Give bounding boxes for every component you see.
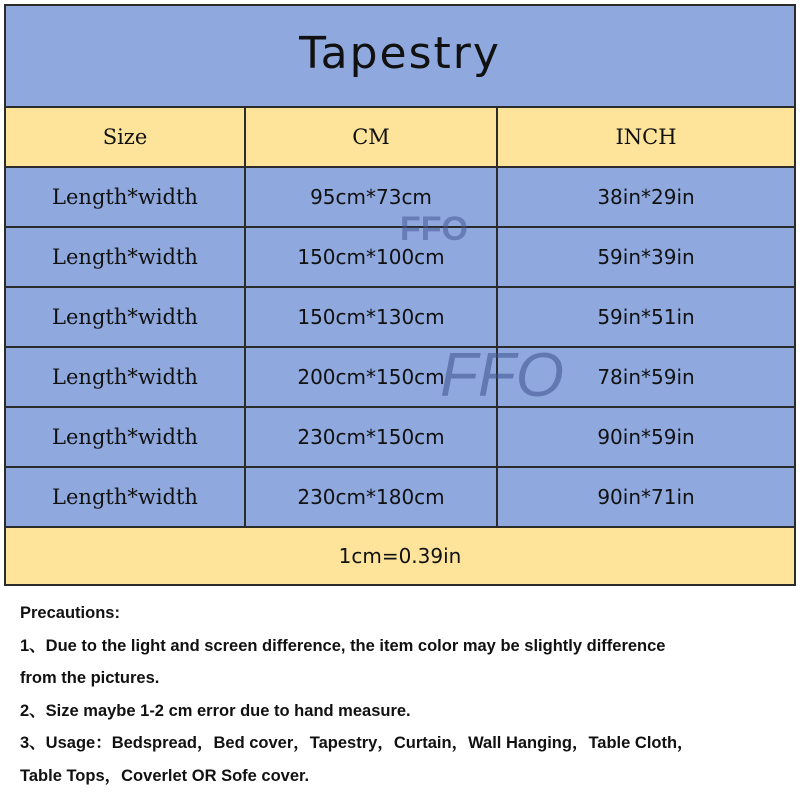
row-label: Length*width — [6, 228, 246, 286]
precautions-heading: Precautions: — [20, 604, 120, 622]
row-cm-value: 150cm*100cm — [246, 228, 498, 286]
row-inch-value: 90in*71in — [597, 485, 695, 509]
header-cm: CM — [246, 108, 498, 166]
table-row — [6, 408, 794, 468]
header-size: Size — [6, 108, 246, 166]
title-row — [6, 6, 794, 108]
row-inch-value: 59in*51in — [597, 305, 695, 329]
header-inch: INCH — [615, 125, 677, 149]
table-row — [6, 288, 794, 348]
row-label: Length*width — [6, 168, 246, 226]
conversion-row — [6, 528, 794, 584]
row-inch-value: 38in*29in — [597, 185, 695, 209]
precaution-line: 1、Due to the light and screen difference, the item color may be slightly difference — [20, 636, 666, 655]
header-row — [6, 108, 794, 168]
row-label: Length*width — [6, 348, 246, 406]
precaution-line: 3、Usage：Bedspread，Bed cover，Tapestry，Curtain，Wall Hanging，Table Cloth， — [20, 734, 694, 752]
table-row — [6, 468, 794, 528]
watermark-large: FFO — [440, 341, 564, 410]
watermark-small: FFO — [400, 210, 468, 248]
row-inch-value: 59in*39in — [597, 245, 695, 269]
row-cm-value: 230cm*180cm — [246, 468, 498, 526]
row-label: Length*width — [6, 408, 246, 466]
conversion-note: 1cm=0.39in — [338, 544, 462, 568]
table-title: Tapestry — [299, 27, 501, 79]
row-inch-value: 90in*59in — [597, 425, 695, 449]
precautions-section — [20, 597, 790, 792]
table-row — [6, 348, 794, 408]
row-cm-value: 150cm*130cm — [246, 288, 498, 346]
table-row — [6, 228, 794, 288]
row-cm-value: 230cm*150cm — [246, 408, 498, 466]
row-cm-value: 200cm*150cm — [246, 348, 498, 406]
precaution-line: from the pictures. — [20, 669, 160, 687]
row-inch-value: 78in*59in — [597, 365, 695, 389]
row-label: Length*width — [6, 288, 246, 346]
size-table — [4, 4, 796, 586]
table-row — [6, 168, 794, 228]
precaution-line: 2、Size maybe 1-2 cm error due to hand measure. — [20, 701, 411, 720]
row-cm-value: 95cm*73cm — [246, 168, 498, 226]
row-label: Length*width — [6, 468, 246, 526]
precaution-line: Table Tops，Coverlet OR Sofe cover. — [20, 766, 310, 785]
